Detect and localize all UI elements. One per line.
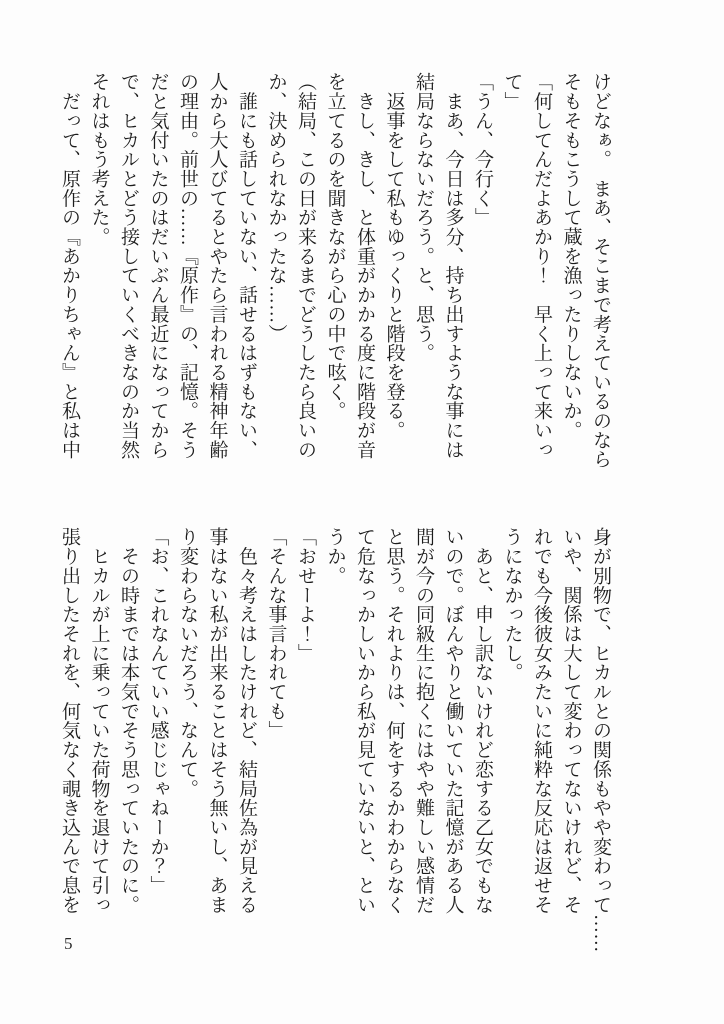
text-line: 「お、これなんていい感じじゃねーか？」	[147, 527, 169, 895]
text-line: 色々考えはしたけれど、結局佐為が見える	[236, 527, 257, 914]
text-line: きし、きし、と体重がかかる度に階段が音	[354, 72, 375, 459]
text-line: 身が別物で、ヒカルとの関係もやや変わって……	[590, 527, 611, 953]
text-line: あと、申し訳ないけれど恋する乙女でもな	[472, 527, 493, 914]
text-line: 「何してんだよあかり！ 早く上って来いっ	[531, 72, 552, 459]
text-line: 人から大人びてるとやたら言われる精神年齢	[206, 72, 228, 459]
text-line: 「おせーよ！」	[295, 527, 316, 663]
text-line: うになかったし。	[501, 527, 523, 682]
text-line: か、決められなかったな……）	[265, 72, 287, 343]
text-line: （結局、この日が来るまでどうしたら良いの	[295, 72, 316, 459]
text-line: 「そんな事言われても」	[265, 527, 287, 740]
text-line: うか。	[324, 527, 346, 586]
text-line: の理由。前世の……『原作』の、記憶。そう	[177, 72, 198, 459]
text-line: 返事をして私もゆっくりと階段を登る。	[383, 72, 405, 440]
text-line: けどなぁ。 まあ、そこまで考えているのなら	[590, 72, 611, 469]
text-line: まあ、今日は多分、持ち出すような事には	[442, 72, 464, 459]
text-line: だと気付いたのはだいぶん最近になってから	[147, 72, 169, 459]
text-line: 張り出したそれを、何気なく覗き込んで息を	[59, 527, 80, 914]
text-line: そもそもこうして蔵を漁ったりしないか。	[560, 72, 582, 440]
bottom-text-block	[55, 527, 616, 963]
text-line: いや、関係は大して変わってないけれど、そ	[560, 527, 582, 914]
text-line: 事はない私が出来ることはそう無いし、あま	[206, 527, 228, 914]
text-line: て」	[501, 72, 523, 111]
text-line: 「うん、今行く」	[472, 72, 493, 227]
text-line: と思う。それよりは、何をするかわからなく	[383, 527, 405, 914]
text-line: だって、原作の『あかりちゃん』と私は中	[59, 72, 80, 459]
text-line: で、ヒカルとどう接していくべきなのか当然	[118, 72, 139, 459]
text-line: 結局ならないだろう。と、思う。	[413, 72, 434, 363]
text-line: 誰にも話していない、話せるはずもない、	[236, 72, 257, 459]
page-number: 5	[64, 934, 73, 953]
text-line: いので。ぼんやりと働いていた記憶がある人	[442, 527, 464, 914]
text-line: て危なっかしいから私が見ていないと、とい	[354, 527, 375, 914]
text-line: ヒカルが上に乗っていた荷物を退けて引っ	[88, 527, 110, 914]
text-line: その時までは本気でそう思っていたのに。	[118, 527, 139, 914]
text-line: り変わらないだろう、なんて。	[177, 527, 198, 798]
top-text-block	[55, 72, 616, 484]
text-line: を立てるのを聞きながら心の中で呟く。	[324, 72, 346, 421]
text-line: それはもう考えた。	[88, 72, 110, 247]
text-line: れでも今後彼女みたいに純粋な反応は返せそ	[531, 527, 552, 914]
text-line: 間が今の同級生に抱くにはやや難しい感情だ	[413, 527, 434, 914]
